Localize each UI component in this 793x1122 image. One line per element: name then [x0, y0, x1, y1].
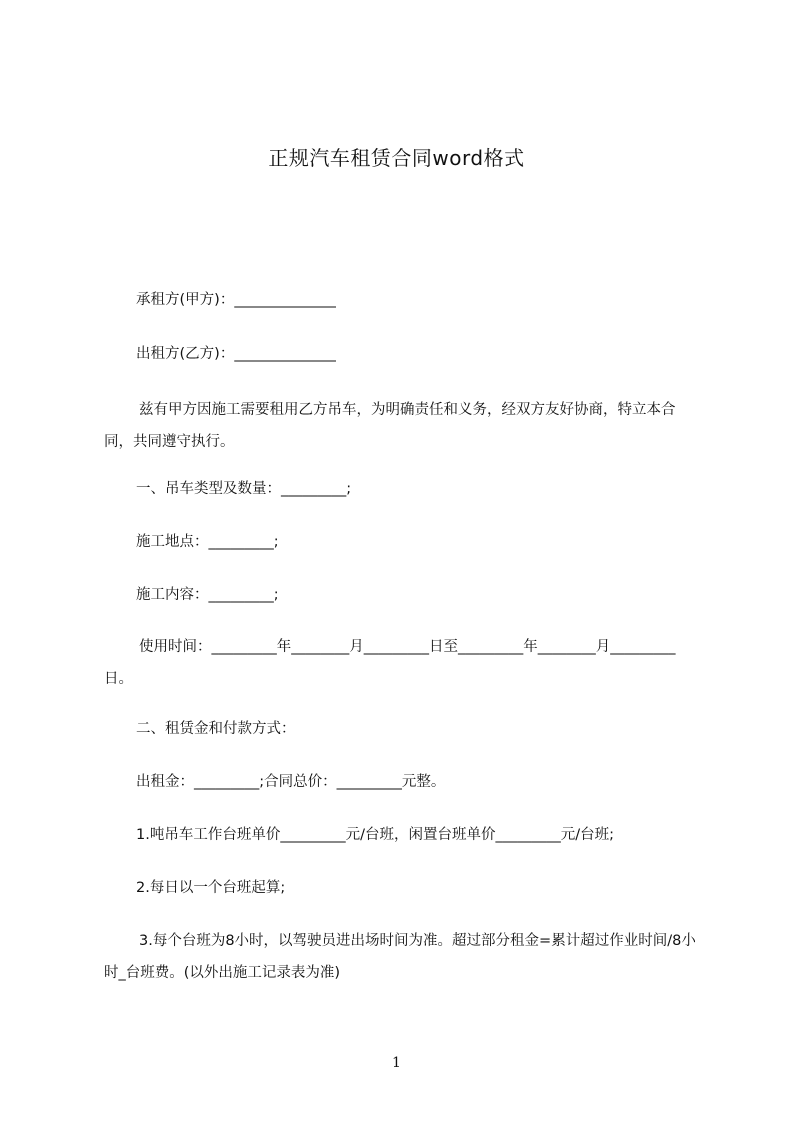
item-1: 1.吨吊车工作台班单价_________元/台班，闲置台班单价_________元/台班;: [136, 827, 614, 843]
intro-paragraph: 兹有甲方因施工需要租用乙方吊车，为明确责任和义务，经双方友好协商，特立本合同，共同遵守执行。: [104, 402, 676, 450]
document-title: 正规汽车租赁合同word格式: [268, 146, 525, 170]
page-number: 1: [392, 1055, 401, 1071]
section1-heading: 一、吊车类型及数量：_________;: [136, 481, 352, 497]
lessee-line: 承租方(甲方)：______________: [136, 292, 336, 308]
time-line: 使用时间：_________年________月_________日至_________年________月_________日。: [104, 639, 676, 687]
lessor-line: 出租方(乙方)：______________: [136, 346, 336, 362]
rent-line: 出租金：_________;合同总价：_________元整。: [136, 774, 446, 790]
item-3: 3.每个台班为8小时，以驾驶员进出场时间为准。超过部分租金=累计超过作业时间/8小时_台班费。(以外出施工记录表为准): [104, 933, 696, 981]
section2-heading: 二、租赁金和付款方式：: [136, 721, 296, 737]
site-line: 施工地点：_________;: [136, 534, 279, 550]
item-2: 2.每日以一个台班起算;: [136, 880, 286, 896]
content-line: 施工内容：_________;: [136, 587, 279, 603]
